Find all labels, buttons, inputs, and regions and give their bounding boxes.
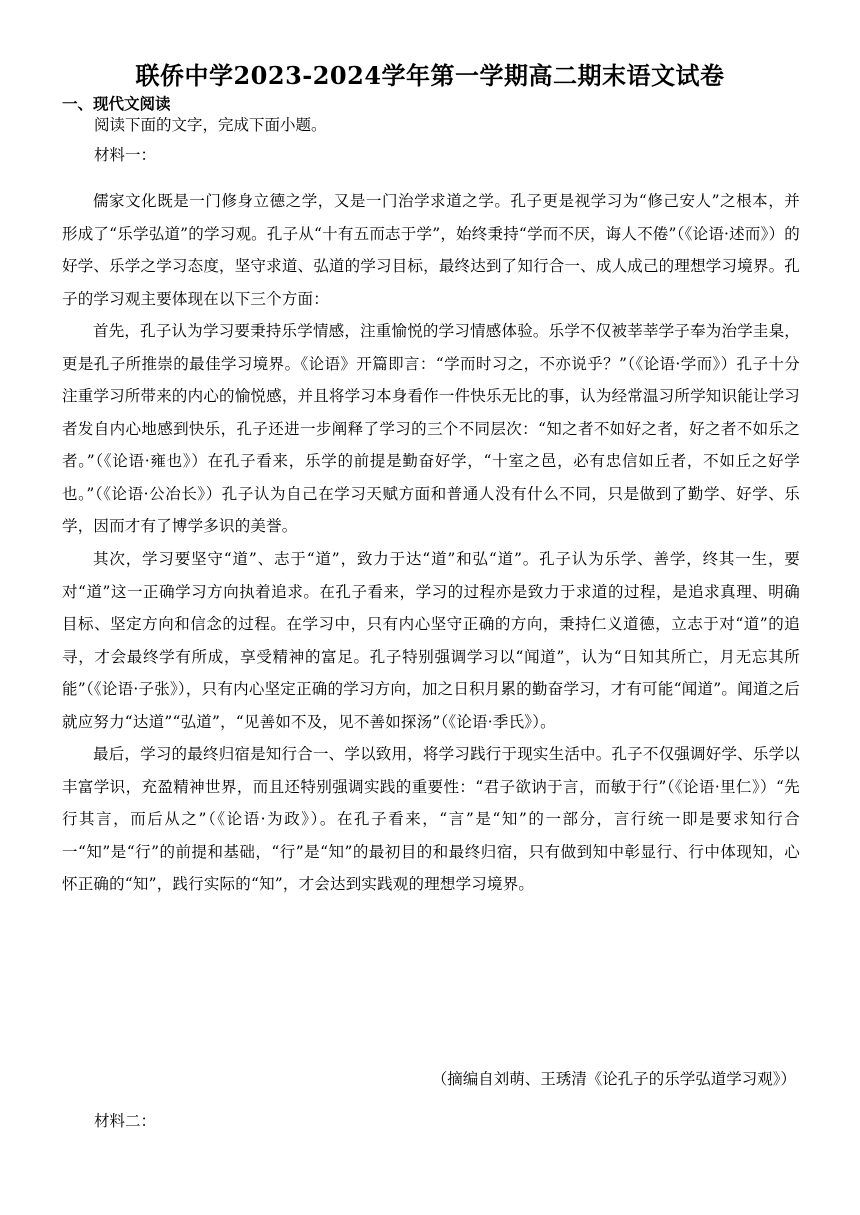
material-two-label: 材料二： — [94, 1112, 157, 1130]
paragraph-intro: 儒家文化既是一门修身立德之学，又是一门治学求道之学。孔子更是视学习为“修己安人”之根本，并形成了“乐学弘道”的学习观。孔子从“十有五而志于学”，始终秉持“学而不厌，诲人不倦”（《论语·述而》）的好学、乐学之学习态度，坚守求道、弘道的学习目标，最终达到了知行合一、成人成己的理想学习境界。孔子的学习观主要体现在以下三个方面： — [62, 192, 800, 308]
material-one-body — [62, 185, 800, 901]
paragraph-second-point: 其次，学习要坚守“道”、志于“道”，致力于达“道”和弘“道”。孔子认为乐学、善学，终其一生，要对“道”这一正确学习方向执着追求。在孔子看来，学习的过程亦是致力于求道的过程，是追求真理、明确目标、坚定方向和信念的过程。在学习中，只有内心坚守正确的方向，秉持仁义道德，立志于对“道”的追寻，才会最终学有所成，享受精神的富足。孔子特别强调学习以“闻道”，认为“日知其所亡，月无忘其所能”（《论语·子张》），只有内心坚定正确的学习方向，加之日积月累的勤奋学习，才有可能“闻道”。闻道之后就应努力“达道”“弘道”，“见善如不及，见不善如探汤”（《论语·季氏》）。 — [62, 550, 800, 731]
paragraph-third-point: 最后，学习的最终归宿是知行合一、学以致用，将学习践行于现实生活中。孔子不仅强调好学、乐学以丰富学识，充盈精神世界，而且还特别强调实践的重要性：“君子欲讷于言，而敏于行”（《论语·里仁》）“先行其言，而后从之”（《论语·为政》）。在孔子看来，“言”是“知”的一部分，言行统一即是要求知行合一“知”是“行”的前提和基础，“行”是“知”的最初目的和最终归宿，只有做到知中彰显行、行中体现知，心怀正确的“知”，践行实际的“知”，才会达到实践观的理想学习境界。 — [62, 745, 800, 894]
material-one-source: （摘编自刘萌、王琇清《论孔子的乐学弘道学习观》） — [431, 1070, 796, 1088]
material-one-label: 材料一： — [94, 146, 157, 164]
reading-instruction: 阅读下面的文字，完成下面小题。 — [94, 116, 327, 134]
paragraph-first-point: 首先，孔子认为学习要秉持乐学情感，注重愉悦的学习情感体验。乐学不仅被莘莘学子奉为治学圭臬，更是孔子所推崇的最佳学习境界。《论语》开篇即言：“学而时习之，不亦说乎？”（《论语·学而》）孔子十分注重学习所带来的内心的愉悦感，并且将学习本身看作一件快乐无比的事，认为经常温习所学知识能让学习者发自内心地感到快乐，孔子还进一步阐释了学习的三个不同层次：“知之者不如好之者，好之者不如乐之者。”（《论语·雍也》）在孔子看来，乐学的前提是勤奋好学，“十室之邑，必有忠信如丘者，不如丘之好学也。”（《论语·公冶长》）孔子认为自己在学习天赋方面和普通人没有什么不同，只是做到了勤学、好学、乐学，因而才有了博学多识的美誉。 — [62, 322, 800, 536]
section-heading: 一、现代文阅读 — [62, 94, 171, 113]
exam-title: 联侨中学2023-2024学年第一学期高二期末语文试卷 — [135, 61, 725, 90]
